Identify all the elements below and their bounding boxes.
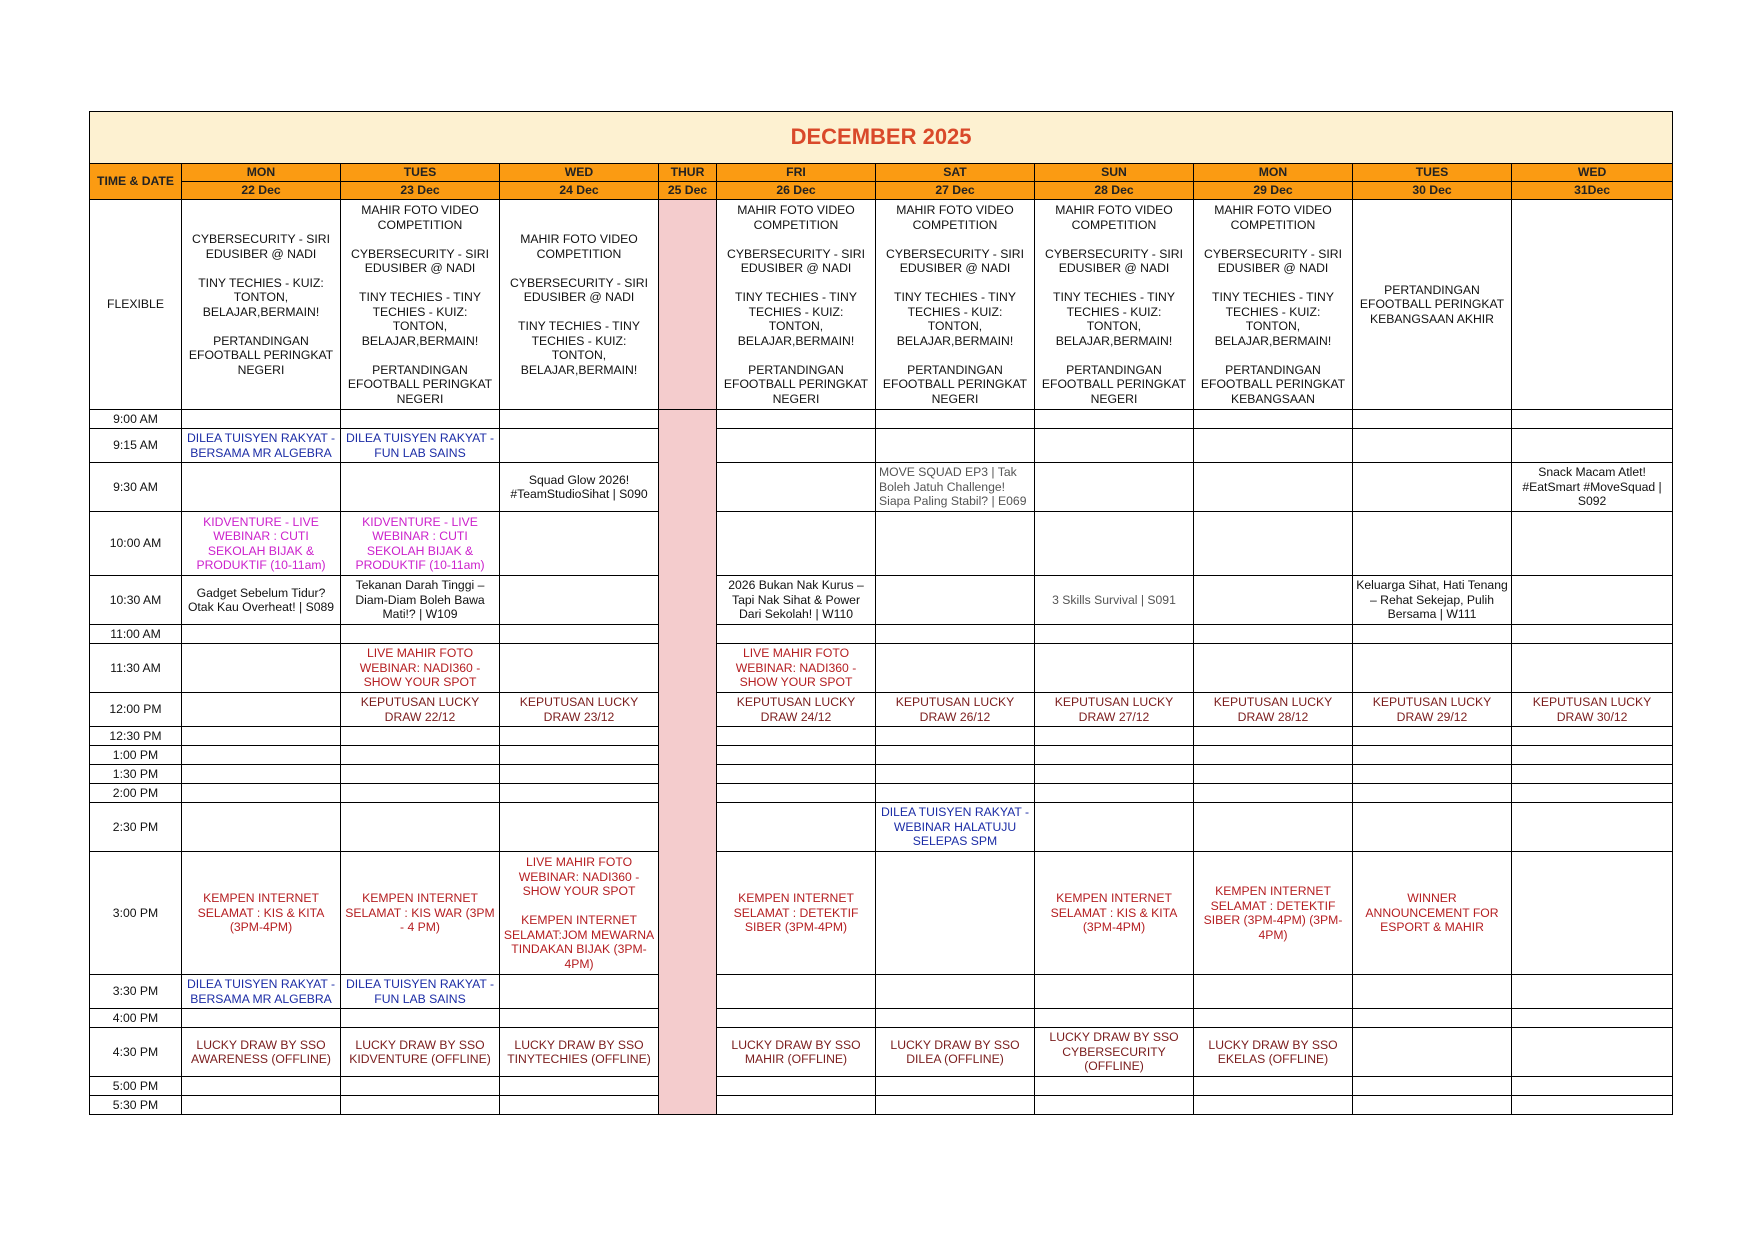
event-cell-1030-sun28: 3 Skills Survival | S091 (1035, 576, 1194, 625)
event-cell (876, 852, 1035, 975)
event-cell-1200-wed24: KEPUTUSAN LUCKY DRAW 23/12 (500, 693, 659, 727)
event-cell (1035, 765, 1194, 784)
event-cell (1512, 1028, 1673, 1077)
event-cell-1200-wed31: KEPUTUSAN LUCKY DRAW 30/12 (1512, 693, 1673, 727)
event-cell-1500-sun28: KEMPEN INTERNET SELAMAT : KIS & KITA (3PM-4PM) (1035, 852, 1194, 975)
event-cell (876, 765, 1035, 784)
event-cell (1512, 1077, 1673, 1096)
event-cell (717, 512, 876, 576)
event-cell-1030-tue23: Tekanan Darah Tinggi – Diam-Diam Boleh Bawa Mati!? | W109 (341, 576, 500, 625)
event-cell-1200-mon29: KEPUTUSAN LUCKY DRAW 28/12 (1194, 693, 1353, 727)
event-cell (1035, 727, 1194, 746)
event-cell (717, 463, 876, 512)
event-cell (1194, 1077, 1353, 1096)
event-cell (500, 1096, 659, 1115)
event-cell (341, 625, 500, 644)
event-cell-0915-tue23: DILEA TUISYEN RAKYAT - FUN LAB SAINS (341, 429, 500, 463)
event-cell (876, 746, 1035, 765)
event-cell (1353, 765, 1512, 784)
event-cell-1200-sat27: KEPUTUSAN LUCKY DRAW 26/12 (876, 693, 1035, 727)
event-cell (717, 746, 876, 765)
event-cell (717, 1096, 876, 1115)
event-cell (500, 576, 659, 625)
time-label: 9:30 AM (90, 463, 182, 512)
event-cell (1035, 463, 1194, 512)
day-header-mon29: MON (1194, 164, 1353, 182)
event-cell (1353, 784, 1512, 803)
date-header-mon29: 29 Dec (1194, 182, 1353, 200)
event-cell-1500-mon22: KEMPEN INTERNET SELAMAT : KIS & KITA (3PM-4PM) (182, 852, 341, 975)
time-label: 12:30 PM (90, 727, 182, 746)
event-cell (1512, 727, 1673, 746)
day-header-fri26: FRI (717, 164, 876, 182)
event-cell-1500-tue30: WINNER ANNOUNCEMENT FOR ESPORT & MAHIR (1353, 852, 1512, 975)
event-cell (717, 784, 876, 803)
event-cell-1000-mon22: KIDVENTURE - LIVE WEBINAR : CUTI SEKOLAH BIJAK & PRODUKTIF (10-11am) (182, 512, 341, 576)
event-cell (1512, 852, 1673, 975)
event-cell (341, 727, 500, 746)
event-cell (341, 1009, 500, 1028)
event-cell-1530-tue23: DILEA TUISYEN RAKYAT - FUN LAB SAINS (341, 975, 500, 1009)
date-header-thu25: 25 Dec (659, 182, 717, 200)
event-cell (182, 1077, 341, 1096)
time-label: 2:00 PM (90, 784, 182, 803)
event-cell (1194, 429, 1353, 463)
date-header-wed31: 31Dec (1512, 182, 1673, 200)
event-cell (717, 803, 876, 852)
event-cell-1000-tue23: KIDVENTURE - LIVE WEBINAR : CUTI SEKOLAH BIJAK & PRODUKTIF (10-11am) (341, 512, 500, 576)
event-cell (341, 1096, 500, 1115)
time-label: 3:00 PM (90, 852, 182, 975)
date-header-sun28: 28 Dec (1035, 182, 1194, 200)
day-header-wed24: WED (500, 164, 659, 182)
event-cell (341, 746, 500, 765)
time-label: 9:15 AM (90, 429, 182, 463)
event-cell (1035, 746, 1194, 765)
event-cell (1353, 463, 1512, 512)
event-cell (717, 625, 876, 644)
event-cell (1035, 429, 1194, 463)
event-cell (1035, 625, 1194, 644)
day-header-tue23: TUES (341, 164, 500, 182)
time-date-header: TIME & DATE (90, 164, 182, 200)
event-cell-1430-sat27: DILEA TUISYEN RAKYAT - WEBINAR HALATUJU SELEPAS SPM (876, 803, 1035, 852)
event-cell (182, 727, 341, 746)
day-header-thu25: THUR (659, 164, 717, 182)
date-header-fri26: 26 Dec (717, 182, 876, 200)
event-cell (1512, 429, 1673, 463)
event-cell-1630-mon29: LUCKY DRAW BY SSO EKELAS (OFFLINE) (1194, 1028, 1353, 1077)
event-cell-0930-wed24: Squad Glow 2026! #TeamStudioSihat | S090 (500, 463, 659, 512)
event-cell (717, 765, 876, 784)
event-cell (1194, 625, 1353, 644)
event-cell (500, 727, 659, 746)
event-cell (1194, 746, 1353, 765)
event-cell (182, 803, 341, 852)
event-cell-1130-fri26: LIVE MAHIR FOTO WEBINAR: NADI360 - SHOW YOUR SPOT (717, 644, 876, 693)
event-cell (876, 644, 1035, 693)
event-cell (500, 1077, 659, 1096)
event-cell (1035, 512, 1194, 576)
event-cell (182, 1096, 341, 1115)
time-label: 9:00 AM (90, 410, 182, 429)
event-cell (1035, 1077, 1194, 1096)
event-cell (1512, 512, 1673, 576)
event-cell-1030-mon22: Gadget Sebelum Tidur? Otak Kau Overheat! | S089 (182, 576, 341, 625)
event-cell (1194, 803, 1353, 852)
event-cell (500, 975, 659, 1009)
event-cell (1194, 644, 1353, 693)
page-title: DECEMBER 2025 (90, 112, 1673, 164)
event-cell (500, 765, 659, 784)
event-cell (1194, 463, 1353, 512)
event-cell (717, 429, 876, 463)
event-cell (876, 625, 1035, 644)
event-cell (341, 784, 500, 803)
event-cell (1353, 625, 1512, 644)
event-cell (1353, 644, 1512, 693)
event-cell (341, 410, 500, 429)
event-cell (1512, 644, 1673, 693)
event-cell (717, 1077, 876, 1096)
date-header-tue30: 30 Dec (1353, 182, 1512, 200)
event-cell (1035, 803, 1194, 852)
event-cell (1512, 803, 1673, 852)
date-header-sat27: 27 Dec (876, 182, 1035, 200)
event-cell (1512, 625, 1673, 644)
event-cell (1353, 410, 1512, 429)
event-cell (341, 765, 500, 784)
time-label: 11:00 AM (90, 625, 182, 644)
flexible-cell-mon22: CYBERSECURITY - SIRI EDUSIBER @ NADI TINY TECHIES - KUIZ: TONTON, BELAJAR,BERMAIN! PERTANDINGAN EFOOTBALL PERINGKAT NEGERI (182, 200, 341, 410)
event-cell (1512, 1096, 1673, 1115)
event-cell (1194, 727, 1353, 746)
event-cell (341, 463, 500, 512)
event-cell-0915-mon22: DILEA TUISYEN RAKYAT - BERSAMA MR ALGEBRA (182, 429, 341, 463)
event-cell (182, 765, 341, 784)
event-cell-1500-fri26: KEMPEN INTERNET SELAMAT : DETEKTIF SIBER (3PM-4PM) (717, 852, 876, 975)
time-label-flexible: FLEXIBLE (90, 200, 182, 410)
event-cell-1200-tue30: KEPUTUSAN LUCKY DRAW 29/12 (1353, 693, 1512, 727)
event-cell-1030-fri26: 2026 Bukan Nak Kurus – Tapi Nak Sihat & Power Dari Sekolah! | W110 (717, 576, 876, 625)
event-cell (1035, 1096, 1194, 1115)
event-cell-1130-tue23: LIVE MAHIR FOTO WEBINAR: NADI360 - SHOW YOUR SPOT (341, 644, 500, 693)
event-cell (500, 784, 659, 803)
time-label: 3:30 PM (90, 975, 182, 1009)
event-cell (876, 576, 1035, 625)
event-cell (1353, 429, 1512, 463)
event-cell (341, 803, 500, 852)
day-header-sun28: SUN (1035, 164, 1194, 182)
event-cell-1500-tue23: KEMPEN INTERNET SELAMAT : KIS WAR (3PM - 4 PM) (341, 852, 500, 975)
event-cell (500, 803, 659, 852)
time-label: 2:30 PM (90, 803, 182, 852)
event-cell-1200-sun28: KEPUTUSAN LUCKY DRAW 27/12 (1035, 693, 1194, 727)
flexible-cell-tue23: MAHIR FOTO VIDEO COMPETITION CYBERSECURITY - SIRI EDUSIBER @ NADI TINY TECHIES - TINY TECHIES - KUIZ: TONTON, BELAJAR,BERMAIN! PERTANDINGAN EFOOTBALL PERINGKAT NEGERI (341, 200, 500, 410)
event-cell (500, 746, 659, 765)
event-cell (1194, 1096, 1353, 1115)
event-cell (1512, 410, 1673, 429)
event-cell-1500-wed24: LIVE MAHIR FOTO WEBINAR: NADI360 - SHOW YOUR SPOT KEMPEN INTERNET SELAMAT:JOM MEWARNA TINDAKAN BIJAK (3PM-4PM) (500, 852, 659, 975)
event-cell (717, 727, 876, 746)
event-cell-0930-sat27: MOVE SQUAD EP3 | Tak Boleh Jatuh Challenge! Siapa Paling Stabil? | E069 (876, 463, 1035, 512)
time-label: 1:30 PM (90, 765, 182, 784)
event-cell (1194, 975, 1353, 1009)
event-cell (182, 784, 341, 803)
event-cell (717, 975, 876, 1009)
event-cell-1030-tue30: Keluarga Sihat, Hati Tenang – Rehat Sekejap, Pulih Bersama | W111 (1353, 576, 1512, 625)
event-cell (1035, 1009, 1194, 1028)
event-cell (182, 463, 341, 512)
event-cell (1035, 975, 1194, 1009)
event-cell (1194, 512, 1353, 576)
event-cell (876, 784, 1035, 803)
event-cell (876, 1077, 1035, 1096)
event-cell (1353, 727, 1512, 746)
event-cell (1512, 784, 1673, 803)
event-cell (500, 1009, 659, 1028)
holiday-column (659, 410, 717, 1115)
time-label: 5:00 PM (90, 1077, 182, 1096)
event-cell (182, 746, 341, 765)
event-cell-1630-wed24: LUCKY DRAW BY SSO TINYTECHIES (OFFLINE) (500, 1028, 659, 1077)
time-label: 11:30 AM (90, 644, 182, 693)
event-cell (1353, 803, 1512, 852)
event-cell (1035, 410, 1194, 429)
event-cell (1353, 1009, 1512, 1028)
day-header-wed31: WED (1512, 164, 1673, 182)
event-cell (876, 727, 1035, 746)
event-cell (1353, 975, 1512, 1009)
event-cell (1353, 1096, 1512, 1115)
event-cell (500, 625, 659, 644)
event-cell (1353, 512, 1512, 576)
time-label: 5:30 PM (90, 1096, 182, 1115)
date-header-wed24: 24 Dec (500, 182, 659, 200)
event-cell-1200-tue23: KEPUTUSAN LUCKY DRAW 22/12 (341, 693, 500, 727)
event-cell-1630-tue23: LUCKY DRAW BY SSO KIDVENTURE (OFFLINE) (341, 1028, 500, 1077)
event-cell-1200-fri26: KEPUTUSAN LUCKY DRAW 24/12 (717, 693, 876, 727)
schedule-table (89, 111, 1673, 1115)
event-cell (717, 1009, 876, 1028)
event-cell (1353, 1028, 1512, 1077)
flexible-cell-mon29: MAHIR FOTO VIDEO COMPETITION CYBERSECURITY - SIRI EDUSIBER @ NADI TINY TECHIES - TINY TECHIES - KUIZ: TONTON, BELAJAR,BERMAIN! PERTANDINGAN EFOOTBALL PERINGKAT KEBANGSAAN (1194, 200, 1353, 410)
event-cell (1353, 1077, 1512, 1096)
event-cell (1512, 746, 1673, 765)
event-cell (876, 1096, 1035, 1115)
event-cell-1530-mon22: DILEA TUISYEN RAKYAT - BERSAMA MR ALGEBRA (182, 975, 341, 1009)
time-label: 4:00 PM (90, 1009, 182, 1028)
event-cell (876, 429, 1035, 463)
event-cell (1194, 410, 1353, 429)
event-cell (1035, 644, 1194, 693)
event-cell-0930-wed31: Snack Macam Atlet! #EatSmart #MoveSquad | S092 (1512, 463, 1673, 512)
event-cell (500, 429, 659, 463)
event-cell (500, 644, 659, 693)
event-cell (876, 975, 1035, 1009)
event-cell (182, 410, 341, 429)
flexible-cell-wed24: MAHIR FOTO VIDEO COMPETITION CYBERSECURITY - SIRI EDUSIBER @ NADI TINY TECHIES - TINY TECHIES - KUIZ: TONTON, BELAJAR,BERMAIN! (500, 200, 659, 410)
event-cell (717, 410, 876, 429)
holiday-cell-flexible (659, 200, 717, 410)
event-cell (1512, 576, 1673, 625)
event-cell (1353, 746, 1512, 765)
event-cell (1512, 1009, 1673, 1028)
event-cell (1194, 1009, 1353, 1028)
event-cell (1512, 975, 1673, 1009)
event-cell (500, 410, 659, 429)
time-label: 10:30 AM (90, 576, 182, 625)
flexible-cell-sat27: MAHIR FOTO VIDEO COMPETITION CYBERSECURITY - SIRI EDUSIBER @ NADI TINY TECHIES - TINY TECHIES - KUIZ: TONTON, BELAJAR,BERMAIN! PERTANDINGAN EFOOTBALL PERINGKAT NEGERI (876, 200, 1035, 410)
event-cell-1630-mon22: LUCKY DRAW BY SSO AWARENESS (OFFLINE) (182, 1028, 341, 1077)
event-cell (876, 1009, 1035, 1028)
flexible-cell-tue30: PERTANDINGAN EFOOTBALL PERINGKAT KEBANGSAAN AKHIR (1353, 200, 1512, 410)
event-cell-1630-sat27: LUCKY DRAW BY SSO DILEA (OFFLINE) (876, 1028, 1035, 1077)
time-label: 10:00 AM (90, 512, 182, 576)
event-cell (341, 1077, 500, 1096)
flexible-cell-wed31 (1512, 200, 1673, 410)
event-cell (500, 512, 659, 576)
event-cell (182, 693, 341, 727)
event-cell (1035, 784, 1194, 803)
event-cell (182, 1009, 341, 1028)
date-header-tue23: 23 Dec (341, 182, 500, 200)
event-cell (1194, 784, 1353, 803)
event-cell (182, 625, 341, 644)
event-cell (1194, 765, 1353, 784)
day-header-mon22: MON (182, 164, 341, 182)
flexible-cell-fri26: MAHIR FOTO VIDEO COMPETITION CYBERSECURITY - SIRI EDUSIBER @ NADI TINY TECHIES - TINY TECHIES - KUIZ: TONTON, BELAJAR,BERMAIN! PERTANDINGAN EFOOTBALL PERINGKAT NEGERI (717, 200, 876, 410)
event-cell-1630-fri26: LUCKY DRAW BY SSO MAHIR (OFFLINE) (717, 1028, 876, 1077)
date-header-mon22: 22 Dec (182, 182, 341, 200)
time-label: 1:00 PM (90, 746, 182, 765)
event-cell-1500-mon29: KEMPEN INTERNET SELAMAT : DETEKTIF SIBER (3PM-4PM) (3PM-4PM) (1194, 852, 1353, 975)
event-cell (876, 512, 1035, 576)
time-label: 12:00 PM (90, 693, 182, 727)
event-cell (876, 410, 1035, 429)
event-cell-1630-sun28: LUCKY DRAW BY SSO CYBERSECURITY (OFFLINE) (1035, 1028, 1194, 1077)
event-cell (1512, 765, 1673, 784)
day-header-sat27: SAT (876, 164, 1035, 182)
flexible-cell-sun28: MAHIR FOTO VIDEO COMPETITION CYBERSECURITY - SIRI EDUSIBER @ NADI TINY TECHIES - TINY TECHIES - KUIZ: TONTON, BELAJAR,BERMAIN! PERTANDINGAN EFOOTBALL PERINGKAT NEGERI (1035, 200, 1194, 410)
event-cell (182, 644, 341, 693)
event-cell (1194, 576, 1353, 625)
day-header-tue30: TUES (1353, 164, 1512, 182)
time-label: 4:30 PM (90, 1028, 182, 1077)
